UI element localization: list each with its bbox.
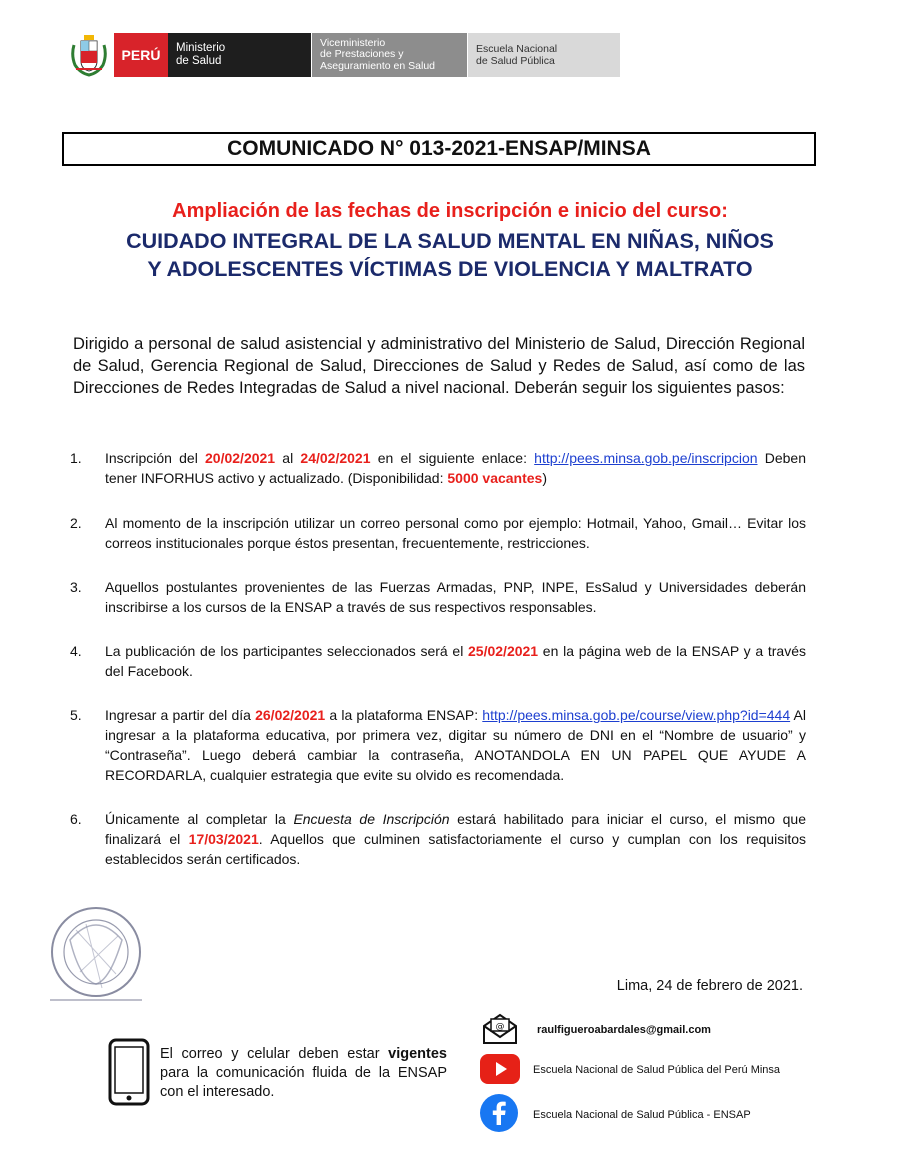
header-logos — [70, 33, 620, 77]
list-item: 4. La publicación de los participantes seleccionados será el 25/02/2021 en la página web de la ENSAP y a través del Facebook. — [70, 643, 806, 679]
list-item: 3. Aquellos postulantes provenientes de las Fuerzas Armadas, PNP, INPE, EsSalud y Universidades deberán inscribirse a los cursos de la ENSAP a través de sus respectivos responsables. — [70, 579, 806, 615]
email-address[interactable]: raulfigueroabardales@gmail.com — [537, 1024, 711, 1036]
mobile-phone-icon — [108, 1038, 150, 1106]
start-date: 20/02/2021 — [205, 450, 276, 466]
ministry-label: Ministerio de Salud — [168, 33, 311, 77]
end-date: 24/02/2021 — [300, 450, 371, 466]
list-item: 1. Inscripción del 20/02/2021 al 24/02/2021 en el siguiente enlace: http://pees.minsa.gob.pe/inscripcion Deben tener INFORHUS activo y actualizado. (Disponibilidad: 5000 vacantes) — [70, 450, 806, 486]
date-line: Lima, 24 de febrero de 2021. — [616, 978, 803, 994]
registration-link[interactable]: http://pees.minsa.gob.pe/inscripcion — [534, 450, 758, 466]
list-item: 2. Al momento de la inscripción utilizar un correo personal como por ejemplo: Hotmail, Yahoo, Gmail… Evitar los correos institucionales porque éstos presentan, frecuentemente, restricciones. — [70, 515, 806, 551]
facebook-page[interactable]: Escuela Nacional de Salud Pública - ENSAP — [533, 1109, 751, 1121]
steps-list — [70, 448, 806, 869]
youtube-icon — [480, 1054, 520, 1084]
svg-text:@: @ — [495, 1022, 505, 1032]
facebook-icon — [480, 1094, 518, 1132]
end-course-date: 17/03/2021 — [188, 831, 259, 847]
survey-name: Encuesta de Inscripción — [293, 811, 450, 827]
course-title: CUIDADO INTEGRAL DE LA SALUD MENTAL EN NIÑAS, NIÑOS Y ADOLESCENTES VÍCTIMAS DE VIOLENCIA Y MALTRATO — [126, 229, 774, 281]
youtube-channel[interactable]: Escuela Nacional de Salud Pública del Perú Minsa — [533, 1064, 781, 1076]
list-item: 6. Únicamente al completar la Encuesta de Inscripción estará habilitado para iniciar el curso, el mismo que finalizará el 17/03/2021. Aquellos que culminen satisfactoriamente el curso y cumplan con los requisitos establecidos serán certificados. — [70, 811, 807, 867]
access-date: 26/02/2021 — [255, 707, 326, 723]
platform-link[interactable]: http://pees.minsa.gob.pe/course/view.php?id=444 — [482, 707, 791, 723]
peru-coat-of-arms-icon — [70, 33, 108, 77]
comunicado-title: COMUNICADO N° 013-2021-ENSAP/MINSA — [62, 132, 816, 166]
phone-note: El correo y celular deben estar vigentes para la comunicación fluida de la ENSAP con el interesado. — [160, 1046, 447, 1100]
viceministry-label: Viceministerio de Prestaciones y Aseguramiento en Salud — [312, 33, 467, 77]
subtitle: Ampliación de las fechas de inscripción e inicio del curso: — [172, 200, 728, 222]
publication-date: 25/02/2021 — [468, 643, 539, 659]
intro-paragraph: Dirigido a personal de salud asistencial y administrativo del Ministerio de Salud, Dirección Regional de Salud, Gerencia Regional de Salud, Direcciones de Salud y Redes de Salud, así como de las Direcciones de Redes Integradas de Salud a nivel nacional. Deberán seguir los siguientes pasos: — [73, 335, 805, 397]
vacancies: 5000 vacantes — [447, 470, 543, 486]
email-icon — [481, 1012, 519, 1046]
list-item: 5. Ingresar a partir del día 26/02/2021 a la plataforma ENSAP: http://pees.minsa.gob.pe/course/view.php?id=444 Al ingresar a la plataforma educativa, por primera vez, digitar su número de DNI en el “Nombre de usuario” y “Contraseña”. Luego deberá cambiar la contraseña, ANOTANDOLA EN UN PAPEL QUE AYUDE A RECORDARLA, cualquier estrategia que evite su olvido es recomendada. — [70, 707, 806, 783]
peru-label: PERÚ — [114, 33, 168, 77]
school-label: Escuela Nacional de Salud Pública — [468, 33, 620, 77]
official-seal-icon — [40, 900, 152, 1010]
